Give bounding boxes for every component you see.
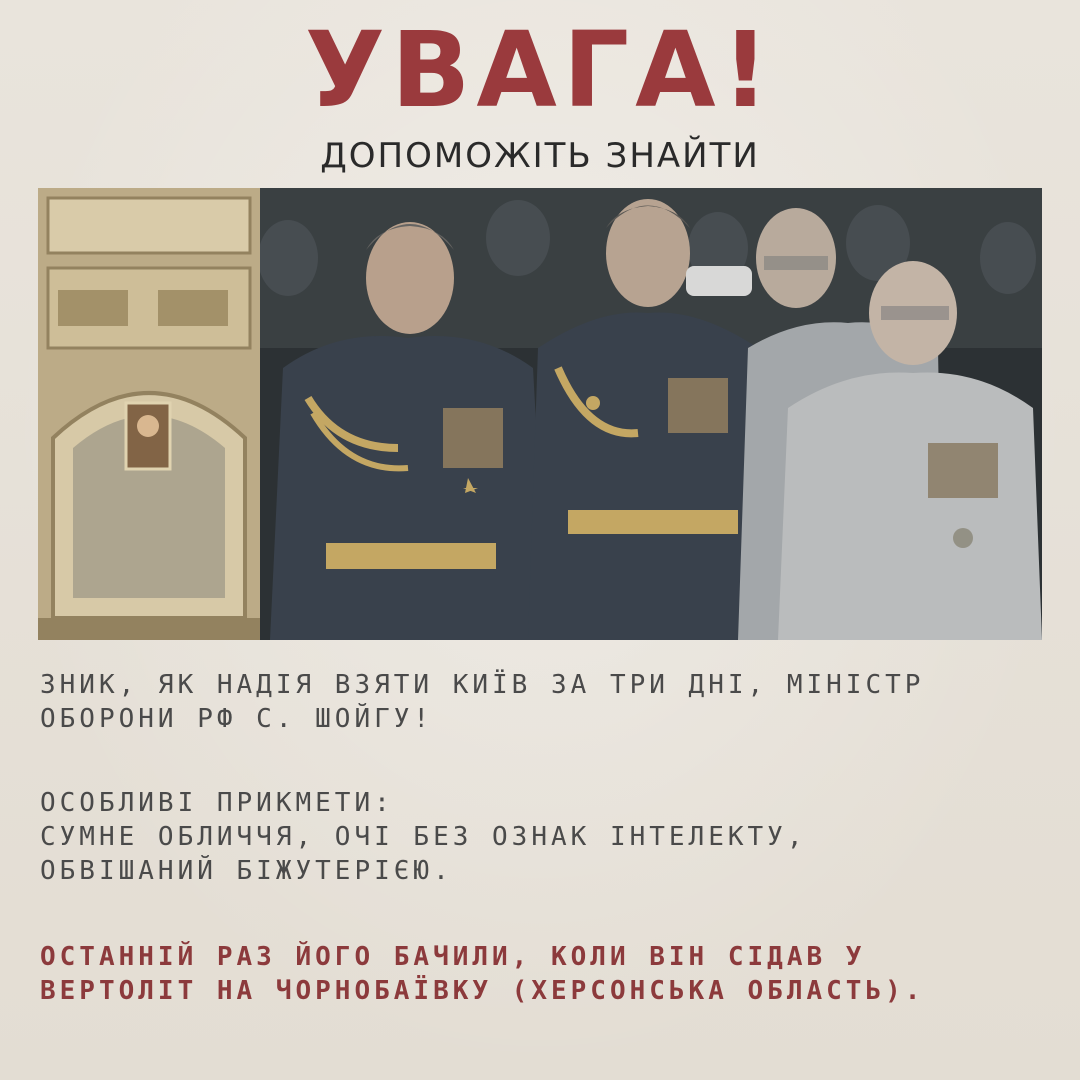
poster-subtitle: ДОПОМОЖІТЬ ЗНАЙТИ <box>320 136 760 176</box>
features-text: ОСОБЛИВІ ПРИКМЕТИ: СУМНЕ ОБЛИЧЧЯ, ОЧІ БЕЗ ОЗНАК ІНТЕЛЕКТУ, ОБВІШАНИЙ БІЖУТЕРІЄЮ. <box>40 788 807 886</box>
photo-illustration <box>38 188 1042 640</box>
disappearance-text: ЗНИК, ЯК НАДІЯ ВЗЯТИ КИЇВ ЗА ТРИ ДНІ, МІНІСТР ОБОРОНИ РФ С. ШОЙГУ! <box>40 670 925 734</box>
group-photo <box>38 188 1042 640</box>
last-seen-text: ОСТАННІЙ РАЗ ЙОГО БАЧИЛИ, КОЛИ ВІН СІДАВ У ВЕРТОЛІТ НА ЧОРНОБАЇВКУ (ХЕРСОНСЬКА ОБЛАСТЬ). <box>40 942 925 1006</box>
poster-title: УВАГА! <box>304 9 776 131</box>
